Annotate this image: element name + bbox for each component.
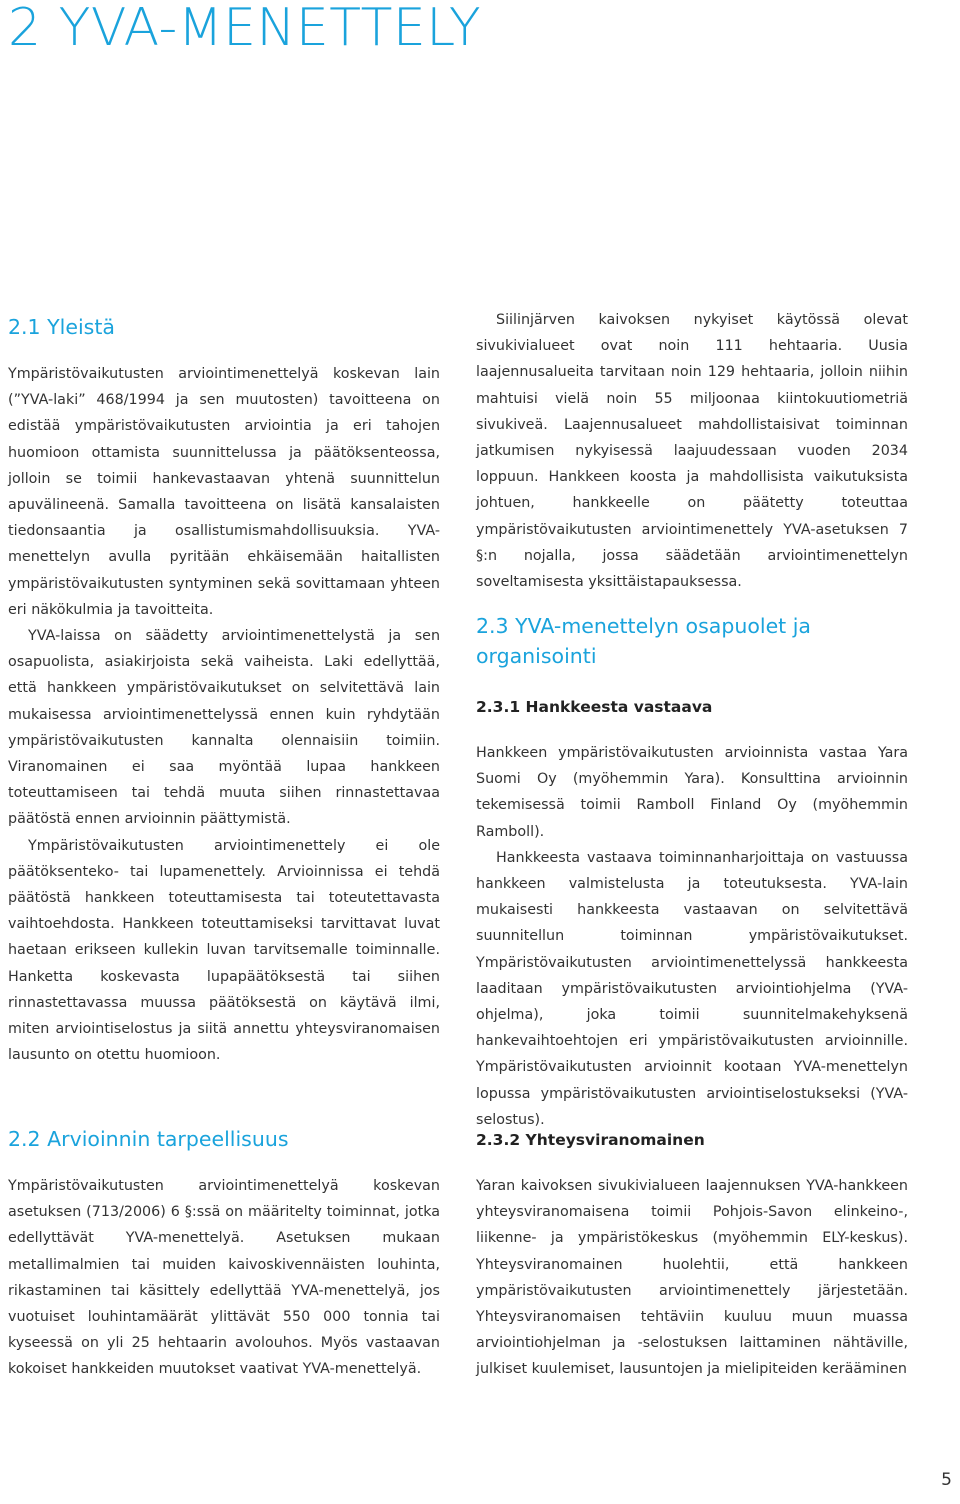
page-number: 5 (941, 1470, 952, 1490)
section-2-1-body (8, 361, 440, 1068)
subsection-2-3-2-body (476, 1173, 908, 1383)
section-title-2-3-line1: 2.3 YVA-menettelyn osapuolet ja (476, 614, 811, 638)
paragraph: Ympäristövaikutusten arviointimenettelyä koskevan lain (”YVA-laki” 468/1994 ja sen muutosten) tavoitteena on edistää ympäristövaikutusten arviointia ja eri tahojen huomioon ottamista suunnittelussa ja päätöksenteossa, jolloin se toimii hankevastaavan yhtenä suunnittelun apuvälineenä. Samalla tavoitteena on lisätä kansalaisten tiedonsaantia ja osallistumismahdollisuuksia. YVA-menettelyn avulla pyritään ehkäisemään haitallisten ympäristövaikutusten syntyminen sekä sovittamaan yhteen eri näkökulmia ja tavoitteita. (8, 366, 440, 618)
section-title-2-3-line2: organisointi (476, 644, 597, 668)
section-title-2-3 (476, 611, 811, 671)
right-intro-body (476, 307, 908, 595)
paragraph: YVA-laissa on säädetty arviointimenettelystä ja sen osapuolista, asiakirjoista sekä vaiheista. Laki edellyttää, että hankkeen ympäristövaikutukset on selvitettävä lain mukaisessa arviointimenettelyssä ennen kuin ryhdytään ympäristövaikutusten kannalta olennaisiin toimiin. Viranomainen ei saa myöntää lupaa hankkeen toteuttamiseen tai tehdä muuta siihen rinnastettavaa päätöstä ennen arvioinnin päättymistä. (8, 628, 440, 828)
paragraph: Hankkeen ympäristövaikutusten arvioinnista vastaa Yara Suomi Oy (myöhemmin Yara). Konsulttina arvioinnin tekemisessä toimii Ramboll Finland Oy (myöhemmin Ramboll). (476, 745, 908, 840)
paragraph: Hankkeesta vastaava toiminnanharjoittaja on vastuussa hankkeen valmistelusta ja toteutuksesta. YVA-lain mukaisesti hankkeesta vastaavan on selvitettävä suunnitellun toiminnan ympäristövaikutukset. Ympäristövaikutusten arviointimenettelyssä hankkeesta laaditaan ympäristövaikutusten arviointiohjelma (YVA-ohjelma), joka toimii suunnitelmakehyksenä hankevaihtoehtojen eri ympäristövaikutusten arvioinnille. Ympäristövaikutusten arvioinnit kootaan YVA-menettelyn lopussa ympäristövaikutusten arviointiselostukseksi (YVA-selostus). (476, 849, 908, 1128)
subsection-title-2-3-1: 2.3.1 Hankkeesta vastaava (476, 698, 713, 716)
chapter-title: 2 YVA-MENETTELY (8, 0, 482, 58)
paragraph: Siilinjärven kaivoksen nykyiset käytössä olevat sivukivialueet ovat noin 111 hehtaaria. Uusia laajennusalueita tarvitaan noin 129 hehtaaria, jolloin niihin mahtuisi vielä noin 55 miljoonaa kiintokuutiometriä sivukiveä. Laajennusalueet mahdollistaisivat toiminnan jatkumisen nykyisessä laajuudessaan vuoden 2034 loppuun. Hankkeen koosta ja mahdollisista vaikutuksista johtuen, hankkeelle on päätetty toteuttaa ympäristövaikutusten arviointimenettely YVA-asetuksen 7 §:n nojalla, jossa säädetään arviointimenettelyn soveltamisesta yksittäistapauksessa. (476, 312, 908, 591)
subsection-title-2-3-2: 2.3.2 Yhteysviranomainen (476, 1131, 705, 1149)
section-title-2-2: 2.2 Arvioinnin tarpeellisuus (8, 1127, 289, 1151)
subsection-2-3-1-body (476, 740, 908, 1133)
paragraph: Ympäristövaikutusten arviointimenettelyä koskevan asetuksen (713/2006) 6 §:ssä on määritelty toiminnat, jotka edellyttävät YVA-menettelyä. Asetuksen mukaan metallimalmien tai muiden kaivoskivennäisten louhinta, rikastaminen tai käsittely edellyttää YVA-menettelyä, jos vuotuiset louhintamäärät ylittävät 550 000 tonnia tai kyseessä on yli 25 hehtaarin avolouhos. Myös vastaavan kokoiset hankkeiden muutokset vaativat YVA-menettelyä. (8, 1178, 440, 1378)
section-title-2-1: 2.1 Yleistä (8, 315, 115, 339)
paragraph: Yaran kaivoksen sivukivialueen laajennuksen YVA-hankkeen yhteysviranomaisena toimii Pohjois-Savon elinkeino-, liikenne- ja ympäristökeskus (myöhemmin ELY-keskus). Yhteysviranomainen huolehtii, että hankkeen ympäristövaikutusten arviointimenettely järjestetään. Yhteysviranomaisen tehtäviin kuuluu muun muassa arviointiohjelman ja -selostuksen laittaminen nähtäville, julkiset kuulemiset, lausuntojen ja mielipiteiden kerääminen (476, 1178, 908, 1378)
paragraph: Ympäristövaikutusten arviointimenettely ei ole päätöksenteko- tai lupamenettely. Arvioinnissa ei tehdä päätöstä hankkeen toteuttamisesta tai toteutettavasta vaihtoehdosta. Hankkeen toteuttamiseksi tarvittavat luvat haetaan erikseen kullekin luvan tarvitsemalle toiminnalle. Hanketta koskevasta lupapäätöksestä tai siihen rinnastettavassa muussa päätöksestä on käytävä ilmi, miten arviointiselostus ja siitä annettu yhteysviranomaisen lausunto on otettu huomioon. (8, 837, 440, 1064)
section-2-2-body (8, 1173, 440, 1383)
